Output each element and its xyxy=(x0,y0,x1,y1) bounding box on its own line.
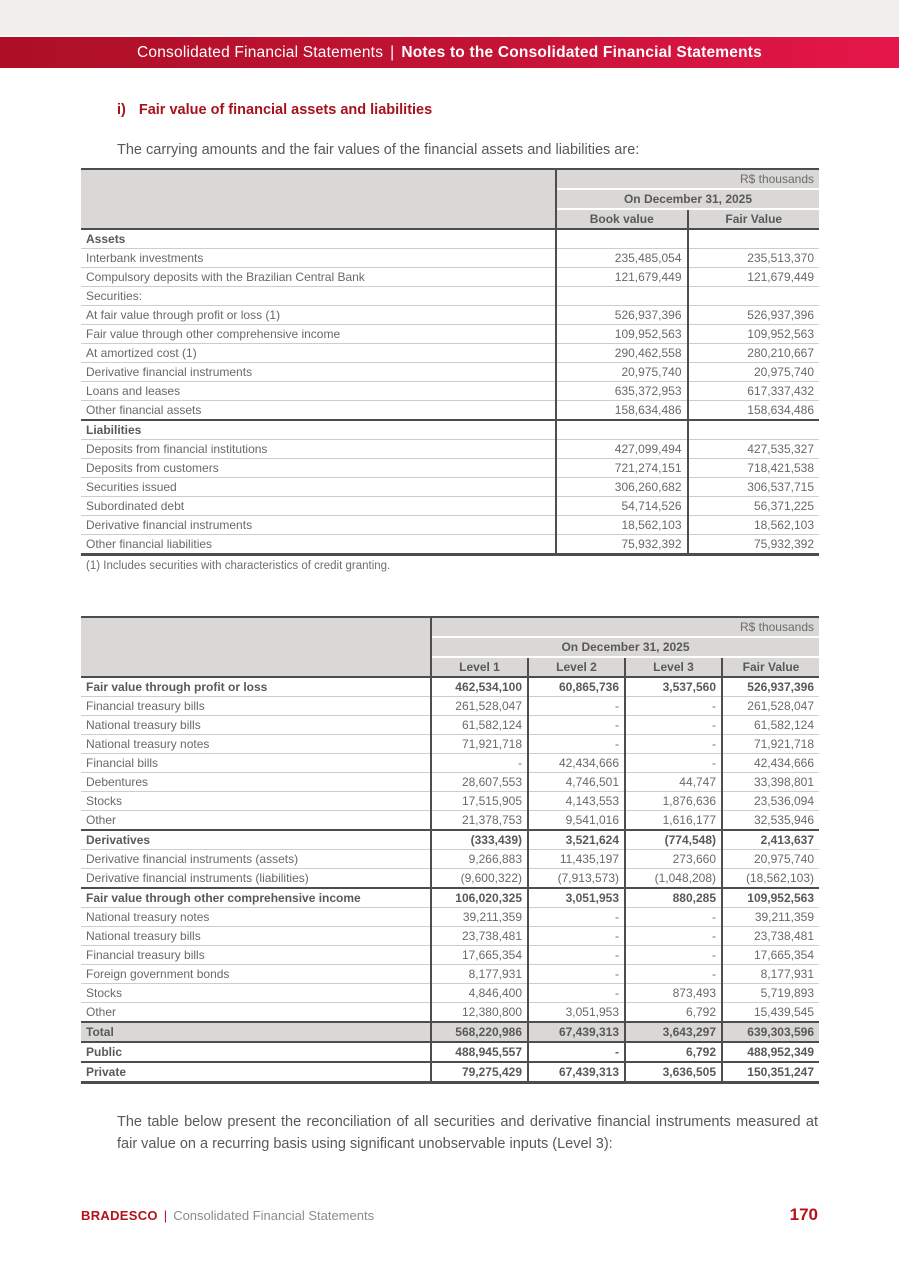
cell-value: 1,616,177 xyxy=(625,811,722,831)
cell-value: 42,434,666 xyxy=(753,756,814,770)
table-row xyxy=(81,459,819,478)
cell-value: - xyxy=(528,908,625,927)
table-row xyxy=(81,773,819,792)
cell-value xyxy=(556,287,688,306)
row-label: Other xyxy=(81,1003,431,1023)
table-row xyxy=(81,497,819,516)
cell-value: 67,439,313 xyxy=(528,1022,625,1042)
row-label: National treasury notes xyxy=(81,908,431,927)
cell-value: 3,051,953 xyxy=(528,888,625,908)
cell-value: 1,876,636 xyxy=(625,792,722,811)
cell-value: - xyxy=(625,965,722,984)
table-row xyxy=(81,927,819,946)
table-row xyxy=(81,1062,819,1083)
cell-value: 109,952,563 xyxy=(747,891,814,905)
cell-value: 28,607,553 xyxy=(431,773,528,792)
row-label: Fair value through other comprehensive income xyxy=(81,325,556,344)
cell-value: 39,211,359 xyxy=(754,910,814,924)
cell-value: 568,220,986 xyxy=(431,1022,528,1042)
cell-value: 526,937,396 xyxy=(556,306,688,325)
cell-value: (7,913,573) xyxy=(528,869,625,889)
section-title: Fair value of financial assets and liabilities xyxy=(138,102,433,118)
cell-value: 3,643,297 xyxy=(625,1022,722,1042)
cell-value: 11,435,197 xyxy=(528,850,625,869)
cell-value: 20,975,740 xyxy=(753,365,814,379)
row-label: Private xyxy=(81,1062,431,1083)
banner-title-right: Notes to the Consolidated Financial Statements xyxy=(401,43,762,61)
cell-value: 8,177,931 xyxy=(760,967,814,981)
table-row xyxy=(81,869,819,889)
cell-value: 2,413,637 xyxy=(760,833,814,847)
cell-value: 17,665,354 xyxy=(431,946,528,965)
table-row xyxy=(81,268,819,287)
table-unit-label: R$ thousands xyxy=(556,169,819,189)
table-row xyxy=(81,754,819,773)
row-label: Assets xyxy=(81,229,556,249)
cell-value: 44,747 xyxy=(625,773,722,792)
intro-text: The carrying amounts and the fair values of the financial assets and liabilities are: xyxy=(117,142,640,158)
cell-value: 462,534,100 xyxy=(431,677,528,697)
table-row xyxy=(81,697,819,716)
cell-value: 6,792 xyxy=(625,1042,722,1062)
cell-value: 109,952,563 xyxy=(747,327,814,341)
cell-value: 79,275,429 xyxy=(431,1062,528,1083)
footer-document-title: Consolidated Financial Statements xyxy=(173,1208,375,1223)
table-row xyxy=(81,249,819,268)
table-corner-header xyxy=(81,169,556,229)
cell-value: 42,434,666 xyxy=(528,754,625,773)
cell-value: 9,541,016 xyxy=(528,811,625,831)
row-label: Total xyxy=(81,1022,431,1042)
row-label: Stocks xyxy=(81,792,431,811)
cell-value: - xyxy=(528,697,625,716)
book-vs-fair-value-table-wrap xyxy=(81,168,818,572)
table-footnote: (1) Includes securities with characteristics of credit granting. xyxy=(86,560,391,572)
cell-value: 488,945,557 xyxy=(431,1042,528,1062)
cell-value: - xyxy=(625,716,722,735)
cell-value: - xyxy=(528,965,625,984)
row-label: Fair value through profit or loss xyxy=(81,677,431,697)
row-label: Derivative financial instruments xyxy=(81,363,556,382)
cell-value: 32,535,946 xyxy=(753,813,814,827)
page-content xyxy=(81,102,818,1155)
table-row xyxy=(81,908,819,927)
cell-value xyxy=(688,420,820,440)
cell-value: 617,337,432 xyxy=(747,384,814,398)
cell-value: 60,865,736 xyxy=(528,677,625,697)
table-row xyxy=(81,830,819,850)
row-label: At fair value through profit or loss (1) xyxy=(81,306,556,325)
table-row xyxy=(81,401,819,421)
table-row xyxy=(81,1042,819,1062)
cell-value: 121,679,449 xyxy=(747,270,814,284)
cell-value: 23,536,094 xyxy=(753,794,814,808)
table-row xyxy=(81,716,819,735)
cell-value: 526,937,396 xyxy=(747,680,814,694)
cell-value: 158,634,486 xyxy=(556,401,688,421)
cell-value: 427,535,327 xyxy=(747,442,814,456)
row-label: National treasury notes xyxy=(81,735,431,754)
row-label: Securities: xyxy=(81,287,556,306)
section-marker: i) xyxy=(117,102,126,118)
cell-value: (1,048,208) xyxy=(625,869,722,889)
cell-value: 15,439,545 xyxy=(753,1005,814,1019)
cell-value: 56,371,225 xyxy=(753,499,814,513)
footer-brand: BRADESCO xyxy=(81,1208,158,1223)
table-row xyxy=(81,229,819,249)
table-period-label: On December 31, 2025 xyxy=(431,637,819,657)
cell-value: 12,380,800 xyxy=(431,1003,528,1023)
row-label: Compulsory deposits with the Brazilian Central Bank xyxy=(81,268,556,287)
cell-value: 23,738,481 xyxy=(431,927,528,946)
cell-value: 8,177,931 xyxy=(431,965,528,984)
cell-value: 235,485,054 xyxy=(556,249,688,268)
table-row xyxy=(81,984,819,1003)
cell-value: 280,210,667 xyxy=(747,346,814,360)
column-header: Level 3 xyxy=(625,657,722,677)
cell-value xyxy=(688,229,820,249)
cell-value: 261,528,047 xyxy=(431,697,528,716)
cell-value: 21,378,753 xyxy=(431,811,528,831)
cell-value: 306,260,682 xyxy=(556,478,688,497)
row-label: Financial treasury bills xyxy=(81,946,431,965)
level3-reconciliation-paragraph: The table below present the reconciliation of all securities and derivative financial instruments measured at fair value on a recurring basis using significant unobservable inputs (Level 3): xyxy=(117,1114,818,1152)
table-row xyxy=(81,965,819,984)
row-label: Derivative financial instruments xyxy=(81,516,556,535)
row-label: Loans and leases xyxy=(81,382,556,401)
fair-value-hierarchy-table xyxy=(81,616,819,1084)
cell-value: 67,439,313 xyxy=(528,1062,625,1083)
cell-value: - xyxy=(528,946,625,965)
footer-separator: | xyxy=(163,1208,168,1223)
cell-value: 526,937,396 xyxy=(747,308,814,322)
cell-value: 71,921,718 xyxy=(753,737,814,751)
row-label: Other financial liabilities xyxy=(81,535,556,555)
cell-value: 427,099,494 xyxy=(556,440,688,459)
cell-value: 488,952,349 xyxy=(747,1045,814,1059)
table-row xyxy=(81,850,819,869)
row-label: Subordinated debt xyxy=(81,497,556,516)
table-row xyxy=(81,325,819,344)
table-row xyxy=(81,792,819,811)
cell-value: 880,285 xyxy=(625,888,722,908)
table-row xyxy=(81,946,819,965)
cell-value: - xyxy=(528,984,625,1003)
section-heading xyxy=(117,102,818,118)
cell-value: (774,548) xyxy=(625,830,722,850)
cell-value: 121,679,449 xyxy=(556,268,688,287)
table-row xyxy=(81,888,819,908)
table-row xyxy=(81,382,819,401)
cell-value: 75,932,392 xyxy=(556,535,688,555)
row-label: Other xyxy=(81,811,431,831)
cell-value: 61,582,124 xyxy=(753,718,814,732)
row-label: National treasury bills xyxy=(81,716,431,735)
cell-value: 3,636,505 xyxy=(625,1062,722,1083)
cell-value: 4,143,553 xyxy=(528,792,625,811)
cell-value: 306,537,715 xyxy=(747,480,814,494)
table-row xyxy=(81,811,819,831)
cell-value xyxy=(556,229,688,249)
row-label: Debentures xyxy=(81,773,431,792)
cell-value: - xyxy=(431,754,528,773)
cell-value: 235,513,370 xyxy=(747,251,814,265)
table-row xyxy=(81,516,819,535)
cell-value: 273,660 xyxy=(625,850,722,869)
cell-value: 54,714,526 xyxy=(556,497,688,516)
row-label: Foreign government bonds xyxy=(81,965,431,984)
cell-value: - xyxy=(625,946,722,965)
cell-value: - xyxy=(528,716,625,735)
cell-value: - xyxy=(625,754,722,773)
table-row xyxy=(81,287,819,306)
column-header: Level 2 xyxy=(528,657,625,677)
cell-value: 106,020,325 xyxy=(431,888,528,908)
cell-value: 3,521,624 xyxy=(528,830,625,850)
cell-value: - xyxy=(528,927,625,946)
table-row xyxy=(81,1003,819,1023)
row-label: Deposits from customers xyxy=(81,459,556,478)
page-top-strip xyxy=(0,0,899,37)
row-label: Financial bills xyxy=(81,754,431,773)
cell-value: - xyxy=(625,927,722,946)
cell-value: 873,493 xyxy=(625,984,722,1003)
cell-value xyxy=(556,420,688,440)
row-label: Stocks xyxy=(81,984,431,1003)
fair-value-hierarchy-table-wrap xyxy=(81,616,818,1084)
cell-value: 18,562,103 xyxy=(753,518,814,532)
cell-value: 17,515,905 xyxy=(431,792,528,811)
table-row xyxy=(81,420,819,440)
cell-value: 635,372,953 xyxy=(556,382,688,401)
column-header: Fair Value xyxy=(722,657,819,677)
cell-value: 71,921,718 xyxy=(431,735,528,754)
cell-value: 9,266,883 xyxy=(431,850,528,869)
cell-value: 290,462,558 xyxy=(556,344,688,363)
row-label: At amortized cost (1) xyxy=(81,344,556,363)
table-row xyxy=(81,535,819,555)
row-label: Liabilities xyxy=(81,420,556,440)
table-period-label: On December 31, 2025 xyxy=(556,189,819,209)
table-row xyxy=(81,344,819,363)
row-label: Deposits from financial institutions xyxy=(81,440,556,459)
table-row xyxy=(81,677,819,697)
cell-value: 639,303,596 xyxy=(747,1025,814,1039)
page-header-banner xyxy=(0,37,899,68)
cell-value: 5,719,893 xyxy=(760,986,814,1000)
row-label: Fair value through other comprehensive income xyxy=(81,888,431,908)
cell-value: 23,738,481 xyxy=(753,929,814,943)
cell-value: 6,792 xyxy=(625,1003,722,1023)
cell-value: 17,665,354 xyxy=(753,948,814,962)
cell-value: 721,274,151 xyxy=(556,459,688,478)
cell-value: 20,975,740 xyxy=(753,852,814,866)
cell-value: 109,952,563 xyxy=(556,325,688,344)
table-row xyxy=(81,735,819,754)
cell-value: - xyxy=(625,735,722,754)
cell-value: 261,528,047 xyxy=(747,699,814,713)
cell-value: - xyxy=(625,697,722,716)
table-row xyxy=(81,363,819,382)
cell-value: - xyxy=(625,908,722,927)
table-row xyxy=(81,306,819,325)
row-label: Derivatives xyxy=(81,830,431,850)
cell-value: 3,537,560 xyxy=(625,677,722,697)
row-label: Financial treasury bills xyxy=(81,697,431,716)
table-unit-label: R$ thousands xyxy=(431,617,819,637)
cell-value: 20,975,740 xyxy=(556,363,688,382)
banner-separator: | xyxy=(390,43,395,61)
cell-value: 75,932,392 xyxy=(753,537,814,551)
cell-value: 4,746,501 xyxy=(528,773,625,792)
page-number: 170 xyxy=(789,1205,818,1224)
row-label: Derivative financial instruments (assets) xyxy=(81,850,431,869)
cell-value: 39,211,359 xyxy=(431,908,528,927)
cell-value: (18,562,103) xyxy=(745,871,814,885)
cell-value: - xyxy=(528,1042,625,1062)
row-label: Securities issued xyxy=(81,478,556,497)
cell-value: (9,600,322) xyxy=(431,869,528,889)
cell-value: 33,398,801 xyxy=(753,775,814,789)
row-label: Public xyxy=(81,1042,431,1062)
cell-value: - xyxy=(528,735,625,754)
page-footer xyxy=(81,1205,818,1225)
banner-title-left: Consolidated Financial Statements xyxy=(137,43,384,61)
row-label: Other financial assets xyxy=(81,401,556,421)
row-label: National treasury bills xyxy=(81,927,431,946)
table-row xyxy=(81,440,819,459)
cell-value: 18,562,103 xyxy=(556,516,688,535)
cell-value xyxy=(688,287,820,306)
table-row xyxy=(81,478,819,497)
table-row xyxy=(81,1022,819,1042)
column-header: Book value xyxy=(556,209,688,229)
cell-value: (333,439) xyxy=(431,830,528,850)
table-corner-header xyxy=(81,617,431,677)
cell-value: 61,582,124 xyxy=(431,716,528,735)
cell-value: 718,421,538 xyxy=(747,461,814,475)
cell-value: 150,351,247 xyxy=(747,1065,814,1079)
row-label: Derivative financial instruments (liabilities) xyxy=(81,869,431,889)
cell-value: 158,634,486 xyxy=(747,403,814,417)
cell-value: 3,051,953 xyxy=(528,1003,625,1023)
column-header: Fair Value xyxy=(688,209,820,229)
cell-value: 4,846,400 xyxy=(431,984,528,1003)
column-header: Level 1 xyxy=(431,657,528,677)
row-label: Interbank investments xyxy=(81,249,556,268)
book-vs-fair-value-table xyxy=(81,168,819,556)
